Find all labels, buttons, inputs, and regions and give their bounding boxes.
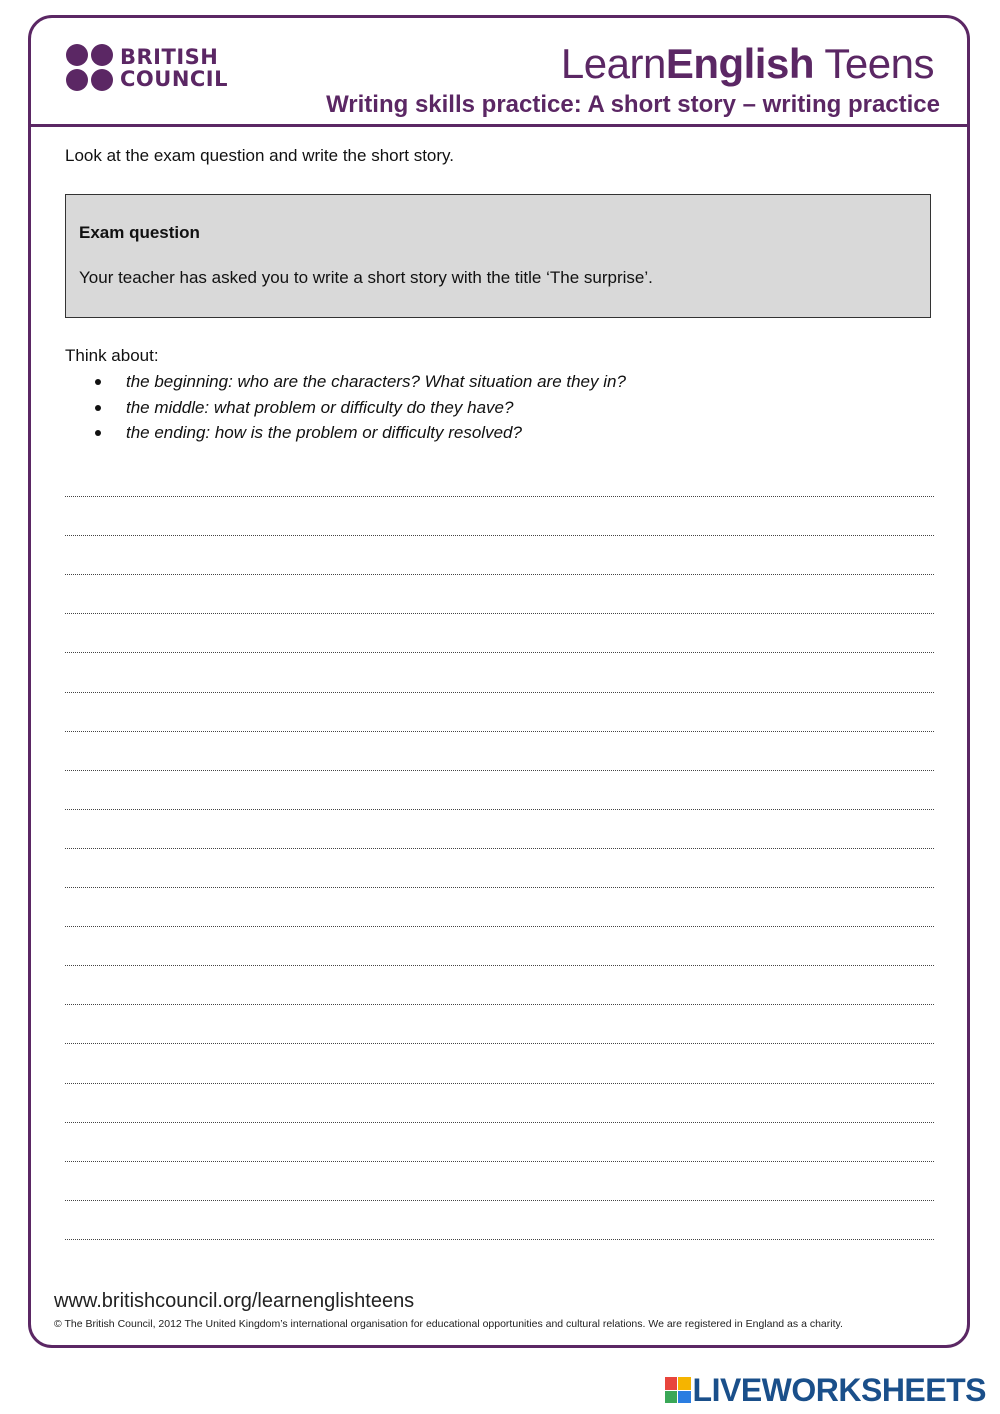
writing-line[interactable] [65,1004,934,1005]
footer-url: www.britishcouncil.org/learnenglishteens [54,1290,415,1312]
header-divider [31,124,967,127]
writing-line[interactable] [65,1239,934,1240]
list-item: the ending: how is the problem or difficulty resolved? [95,423,626,449]
writing-line[interactable] [65,1083,934,1084]
writing-line[interactable] [65,535,934,536]
writing-line[interactable] [65,1122,934,1123]
think-about-label: Think about: [65,346,159,365]
bullet-icon [95,405,101,411]
brand-learn: Learn [560,40,666,87]
brand-english: English [665,40,814,87]
writing-line[interactable] [65,1200,934,1201]
list-item: the middle: what problem or difficulty do they have? [95,398,626,424]
page-title: Writing skills practice: A short story – writing practice [326,91,940,118]
brand-space [814,40,824,87]
exam-question-heading: Exam question [79,223,200,242]
writing-line[interactable] [65,887,934,888]
writing-line[interactable] [65,809,934,810]
writing-line[interactable] [65,574,934,575]
writing-line[interactable] [65,496,934,497]
copyright-notice: © The British Council, 2012 The United Kingdom’s international organisation for educational opportunities and cultural relations. We are registered in England as a charity. [54,1318,843,1330]
writing-line[interactable] [65,731,934,732]
writing-line[interactable] [65,965,934,966]
writing-line[interactable] [65,652,934,653]
writing-line[interactable] [65,770,934,771]
brand-teens: Teens [824,40,934,87]
bullet-icon [95,430,101,436]
british-council-wordmark: BRITISH COUNCIL [120,45,228,91]
liveworksheets-wordmark: LIVEWORKSHEETS [692,1371,986,1408]
liveworksheets-icon [665,1377,691,1403]
writing-line[interactable] [65,613,934,614]
exam-question-text: Your teacher has asked you to write a short story with the title ‘The surprise’. [79,268,653,287]
list-item: the beginning: who are the characters? What situation are they in? [95,372,626,398]
learnenglish-teens-logo [561,40,934,88]
writing-line[interactable] [65,1043,934,1044]
writing-line[interactable] [65,1161,934,1162]
british-council-logo [66,44,228,92]
bullet-icon [95,379,101,385]
liveworksheets-watermark [665,1372,986,1408]
writing-line[interactable] [65,926,934,927]
think-about-list [95,372,626,449]
instruction-text: Look at the exam question and write the short story. [65,146,455,165]
writing-line[interactable] [65,848,934,849]
writing-line[interactable] [65,692,934,693]
exam-question-box [65,194,931,318]
british-council-dots-icon [66,44,114,92]
